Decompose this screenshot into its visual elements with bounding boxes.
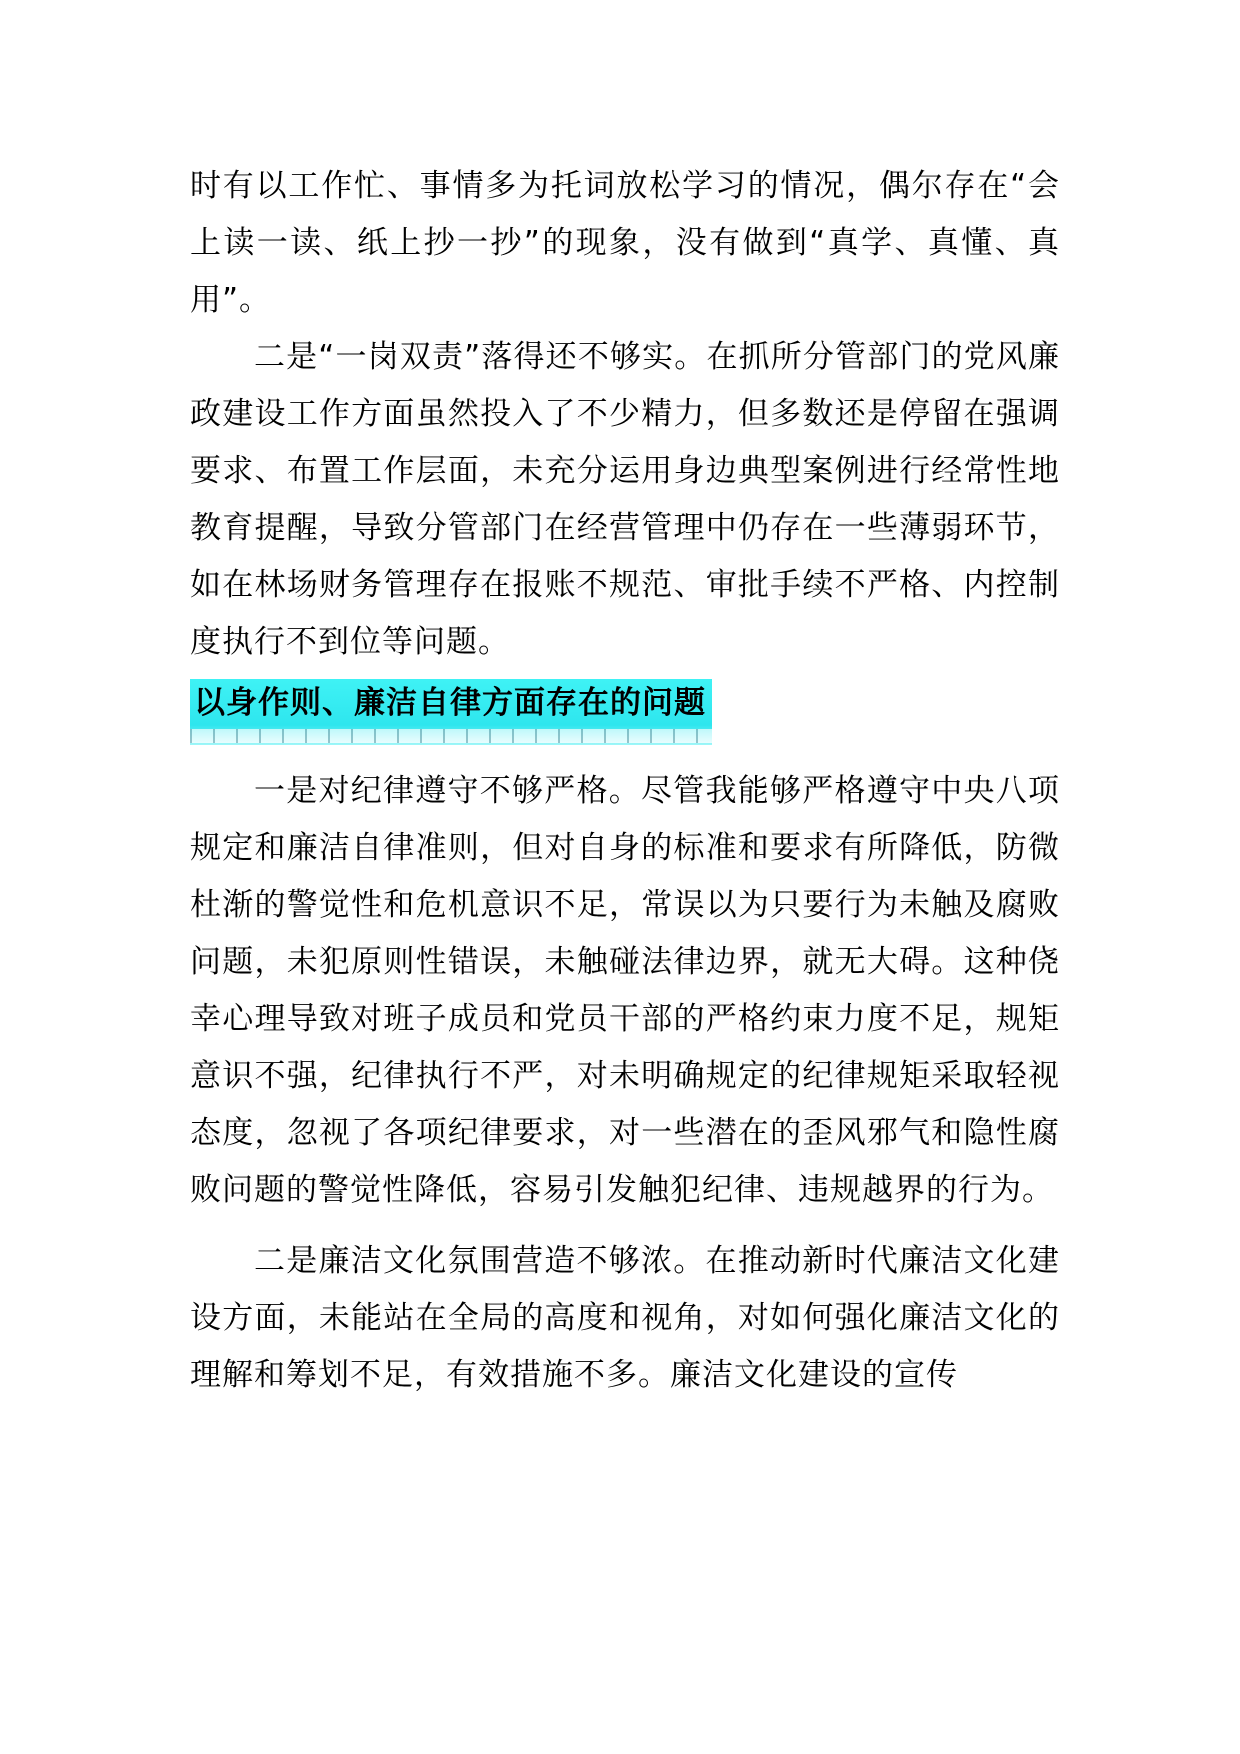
section-heading: [190, 679, 712, 745]
document-body: [190, 158, 1060, 1404]
paragraph-integrity-culture: 二是廉洁文化氛围营造不够浓。在推动新时代廉洁文化建设方面，未能站在全局的高度和视角，对如何强化廉洁文化的理解和筹划不足，有效措施不多。廉洁文化建设的宣传: [190, 1243, 1060, 1393]
paragraph-discipline: 一是对纪律遵守不够严格。尽管我能够严格遵守中央八项规定和廉洁自律准则，但对自身的标准和要求有所降低，防微杜渐的警觉性和危机意识不足，常误以为只要行为未触及腐败问题，未犯原则性错误，未触碰法律边界，就无大碍。这种侥幸心理导致对班子成员和党员干部的严格约束力度不足，规矩意识不强，纪律执行不严，对未明确规定的纪律规矩采取轻视态度，忽视了各项纪律要求，对一些潜在的歪风邪气和隐性腐败问题的警觉性降低，容易引发触犯纪律、违规越界的行为。: [190, 773, 1060, 1208]
section-heading-text: 以身作则、廉洁自律方面存在的问题: [194, 685, 706, 721]
paragraph-continuation: 时有以工作忙、事情多为托词放松学习的情况，偶尔存在“会上读一读、纸上抄一抄”的现象，没有做到“真学、真懂、真用”。: [190, 168, 1060, 318]
heading-highlight-decoration: [190, 729, 712, 743]
paragraph-yigang-shuangze: 二是“一岗双责”落得还不够实。在抓所分管部门的党风廉政建设工作方面虽然投入了不少精力，但多数还是停留在强调要求、布置工作层面，未充分运用身边典型案例进行经常性地教育提醒，导致分管部门在经营管理中仍存在一些薄弱环节，如在林场财务管理存在报账不规范、审批手续不严格、内控制度执行不到位等问题。: [190, 339, 1060, 660]
